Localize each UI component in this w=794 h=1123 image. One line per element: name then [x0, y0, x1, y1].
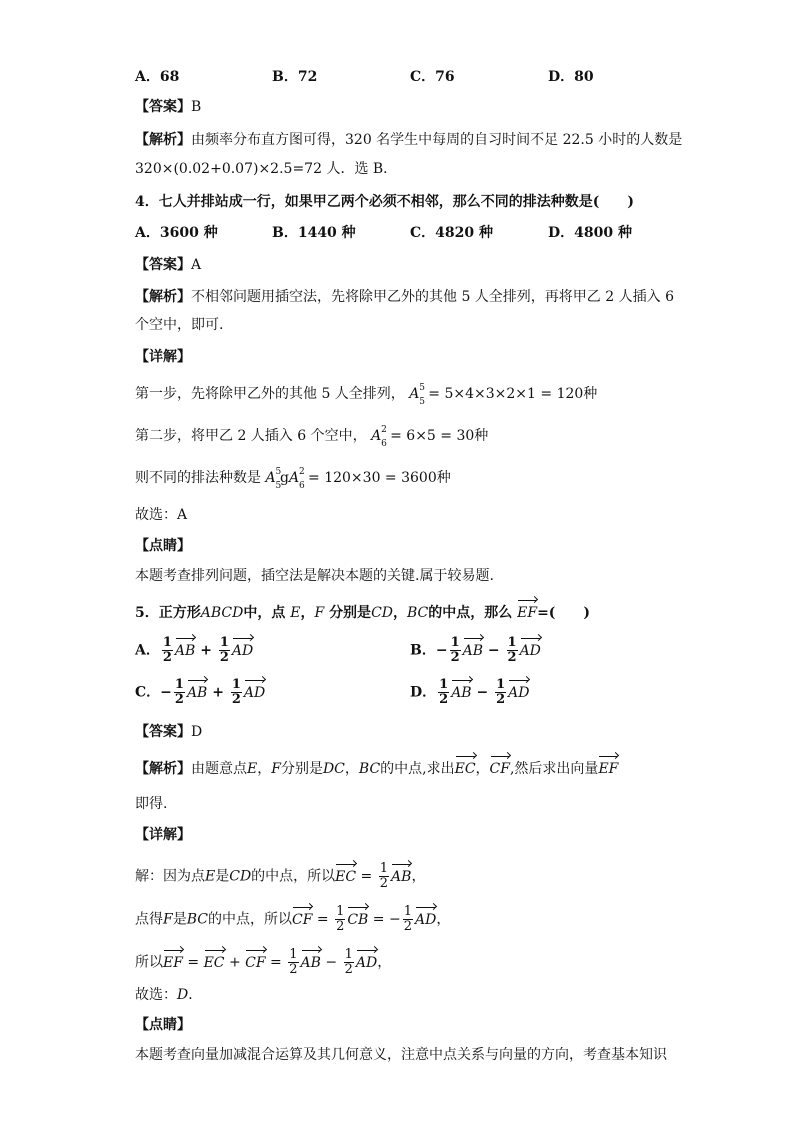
answer-value: D — [191, 724, 203, 740]
q3-option-b: B．72 — [272, 69, 318, 85]
math-f: F — [163, 911, 173, 928]
q3-option-a: A．68 — [135, 69, 180, 85]
fraction: $\frac{1}{2}$ — [219, 635, 229, 665]
vector-cf: CF — [489, 761, 510, 777]
vector-ab: AB — [391, 868, 412, 885]
q5-note-tag: 【点睛】 — [135, 1017, 191, 1033]
vector-ec: EC — [203, 954, 225, 971]
step-dot: g — [280, 470, 289, 486]
perm-a55: A 5 5 — [409, 383, 425, 407]
solution-text: 的中点，所以 — [251, 868, 336, 885]
q4-option-d: D．4800 种 — [548, 225, 632, 241]
math-e: E — [290, 605, 301, 621]
q4-step2 — [135, 425, 489, 449]
q5-option-b: B．− $\frac{1}{2}$ AB − $\frac{1}{2}$ AD — [410, 635, 541, 665]
stem-text: 中，点 — [243, 605, 286, 621]
option-label: B． — [410, 642, 436, 659]
q4-note-tag: 【点睛】 — [135, 538, 191, 554]
q3-analysis-line1 — [135, 130, 682, 150]
math-f: F — [271, 761, 281, 777]
fraction: $\frac{1}{2}$ — [450, 635, 460, 665]
q4-detail-tag: 【详解】 — [135, 349, 191, 365]
fraction: $\frac{1}{2}$ — [174, 677, 184, 707]
q5-solution-line2: 点得F是BC的中点，所以CF = $\frac{1}{2}$ CB = − $\frac{1}{2}$ AD， — [135, 904, 451, 934]
step-equation: = 120×30 = 3600种 — [308, 470, 451, 486]
vector-cf: CF — [291, 911, 313, 928]
q5-answer — [135, 722, 202, 742]
solution-text: 所以 — [135, 954, 163, 971]
step-text: 第二步，将甲乙 2 人插入 6 个空中， — [135, 428, 367, 444]
fraction: $\frac{1}{2}$ — [336, 904, 345, 934]
q4-answer — [135, 255, 201, 275]
step-equation: = 6×5 = 30种 — [390, 428, 489, 444]
solution-text: 是 — [172, 911, 187, 928]
stem-text: ， — [393, 605, 407, 621]
vector-ab: AB — [451, 684, 472, 701]
stem-text: 的中点，那么 — [428, 605, 513, 621]
math-dc: DC — [322, 761, 345, 777]
q5-option-d: D． $\frac{1}{2}$ AB − $\frac{1}{2}$ AD — [410, 677, 530, 707]
vector-ab: AB — [186, 684, 208, 701]
answer-tag: 【答案】 — [135, 724, 191, 740]
fraction: $\frac{1}{2}$ — [496, 677, 506, 707]
perm-a62: A 2 6 — [289, 467, 305, 491]
fraction: $\frac{1}{2}$ — [403, 904, 412, 934]
q4-option-a: A．3600 种 — [135, 225, 218, 241]
perm-a62: A 2 6 — [371, 425, 387, 449]
vector-ab: AB — [300, 954, 321, 971]
math-abcd: ABCD — [200, 605, 244, 621]
answer-tag: 【答案】 — [135, 99, 191, 115]
analysis-text: 分别是 — [280, 761, 323, 777]
math-e: E — [205, 868, 216, 885]
vector-ad: AD — [355, 954, 378, 971]
vector-ad: AD — [519, 642, 541, 659]
answer-value: B — [191, 99, 202, 115]
q5-detail-tag: 【详解】 — [135, 827, 191, 843]
solution-text: 的中点，所以 — [207, 911, 292, 928]
answer-tag: 【答案】 — [135, 257, 191, 273]
q4-choose: 故选：A — [135, 507, 188, 523]
step-equation: = 5×4×3×2×1 = 120种 — [428, 386, 598, 402]
analysis-text: 不相邻问题用插空法，先将除甲乙外的其他 5 人全排列，再将甲乙 2 人插入 6 — [191, 289, 674, 305]
q5-solution-line3: 所以EF = EC + CF = $\frac{1}{2}$ AB − $\frac{1}{2}$ AD， — [135, 947, 392, 977]
math-bc: BC — [358, 761, 381, 777]
q3-option-d: D．80 — [548, 69, 594, 85]
fraction: $\frac{1}{2}$ — [507, 635, 517, 665]
solution-text: 解：因为点 — [135, 868, 205, 885]
q4-step1 — [135, 383, 598, 407]
q4-analysis-line1 — [135, 287, 674, 307]
vector-ef: EF — [163, 954, 183, 971]
q4-note-text: 本题考查排列问题，插空法是解决本题的关键.属于较易题. — [135, 568, 494, 584]
vector-ad: AD — [415, 911, 437, 928]
analysis-text: ,然后求出向量 — [509, 761, 599, 777]
q5-choose: 故选：D． — [135, 987, 203, 1003]
q5-stem — [135, 603, 590, 623]
option-label: C． — [135, 684, 161, 701]
math-bc: BC — [186, 911, 208, 928]
q5-analysis-line2: 即得. — [135, 796, 168, 812]
analysis-text: 的中点,求出 — [380, 761, 455, 777]
vector-ab: AB — [174, 642, 196, 659]
analysis-text: 由题意点 — [191, 761, 247, 777]
q5-note-text: 本题考查向量加减混合运算及其几何意义，注意中点关系与向量的方向，考查基本知识 — [135, 1047, 667, 1063]
math-e: E — [247, 761, 258, 777]
option-label: D． — [410, 684, 437, 701]
q5-option-a: A． $\frac{1}{2}$ AB + $\frac{1}{2}$ AD — [135, 635, 254, 665]
q3-option-c: C．76 — [410, 69, 455, 85]
stem-text: =( ) — [537, 605, 591, 621]
fraction: $\frac{1}{2}$ — [379, 861, 389, 891]
vector-cf: CF — [245, 954, 266, 971]
vector-ad: AD — [243, 684, 266, 701]
math-cd: CD — [371, 605, 393, 621]
q4-stem: 4．七人并排站成一行，如果甲乙两个必须不相邻，那么不同的排法种数是( ) — [135, 194, 634, 210]
vector-ad: AD — [508, 684, 530, 701]
analysis-tag: 【解析】 — [135, 761, 191, 777]
fraction: $\frac{1}{2}$ — [289, 947, 298, 977]
fraction: $\frac{1}{2}$ — [344, 947, 353, 977]
stem-text: 分别是 — [329, 605, 372, 621]
vector-ec: EC — [335, 868, 357, 885]
q5-option-c: C．− $\frac{1}{2}$ AB + $\frac{1}{2}$ AD — [135, 677, 266, 707]
choose-text: 故选： — [135, 987, 177, 1003]
answer-value: A — [191, 257, 202, 273]
fraction: $\frac{1}{2}$ — [231, 677, 241, 707]
fraction: $\frac{1}{2}$ — [162, 635, 172, 665]
perm-a55: A 5 5 — [265, 467, 282, 491]
vector-ab: AB — [462, 642, 484, 659]
vector-ec: EC — [454, 761, 476, 777]
vector-cb: CB — [347, 911, 369, 928]
q3-analysis-line2: 320×(0.02+0.07)×2.5=72 人．选 B． — [135, 161, 398, 177]
q5-solution-line1: 解：因为点E是CD的中点，所以EC = $\frac{1}{2}$ AB， — [135, 861, 426, 891]
q5-analysis-line1: 【解析】由题意点E，F分别是DC，BC的中点,求出EC，CF,然后求出向量EF — [135, 761, 619, 777]
analysis-text: 由频率分布直方图可得，320 名学生中每周的自习时间不足 22.5 小时的人数是 — [191, 132, 683, 148]
step-text: 则不同的排法种数是 — [135, 470, 261, 486]
choose-value: D — [177, 987, 189, 1003]
vector-ef: EF — [598, 761, 619, 777]
step-text: 第一步，先将除甲乙外的其他 5 人全排列， — [135, 386, 405, 402]
analysis-tag: 【解析】 — [135, 132, 191, 148]
solution-text: 是 — [215, 868, 230, 885]
math-cd: CD — [229, 868, 252, 885]
option-label: A． — [135, 642, 160, 659]
stem-text: 5．正方形 — [135, 605, 201, 621]
analysis-tag: 【解析】 — [135, 289, 191, 305]
vector-ef: EF — [517, 605, 538, 621]
q4-step3 — [135, 467, 451, 491]
vector-ad: AD — [231, 642, 254, 659]
math-f: F — [314, 605, 325, 621]
q4-option-c: C．4820 种 — [410, 225, 493, 241]
fraction: $\frac{1}{2}$ — [439, 677, 449, 707]
q4-analysis-line2: 个空中，即可. — [135, 317, 224, 333]
q3-answer — [135, 97, 201, 117]
q4-option-b: B．1440 种 — [272, 225, 356, 241]
solution-text: 点得 — [135, 911, 163, 928]
math-bc: BC — [407, 605, 429, 621]
stem-text: ， — [300, 605, 315, 621]
